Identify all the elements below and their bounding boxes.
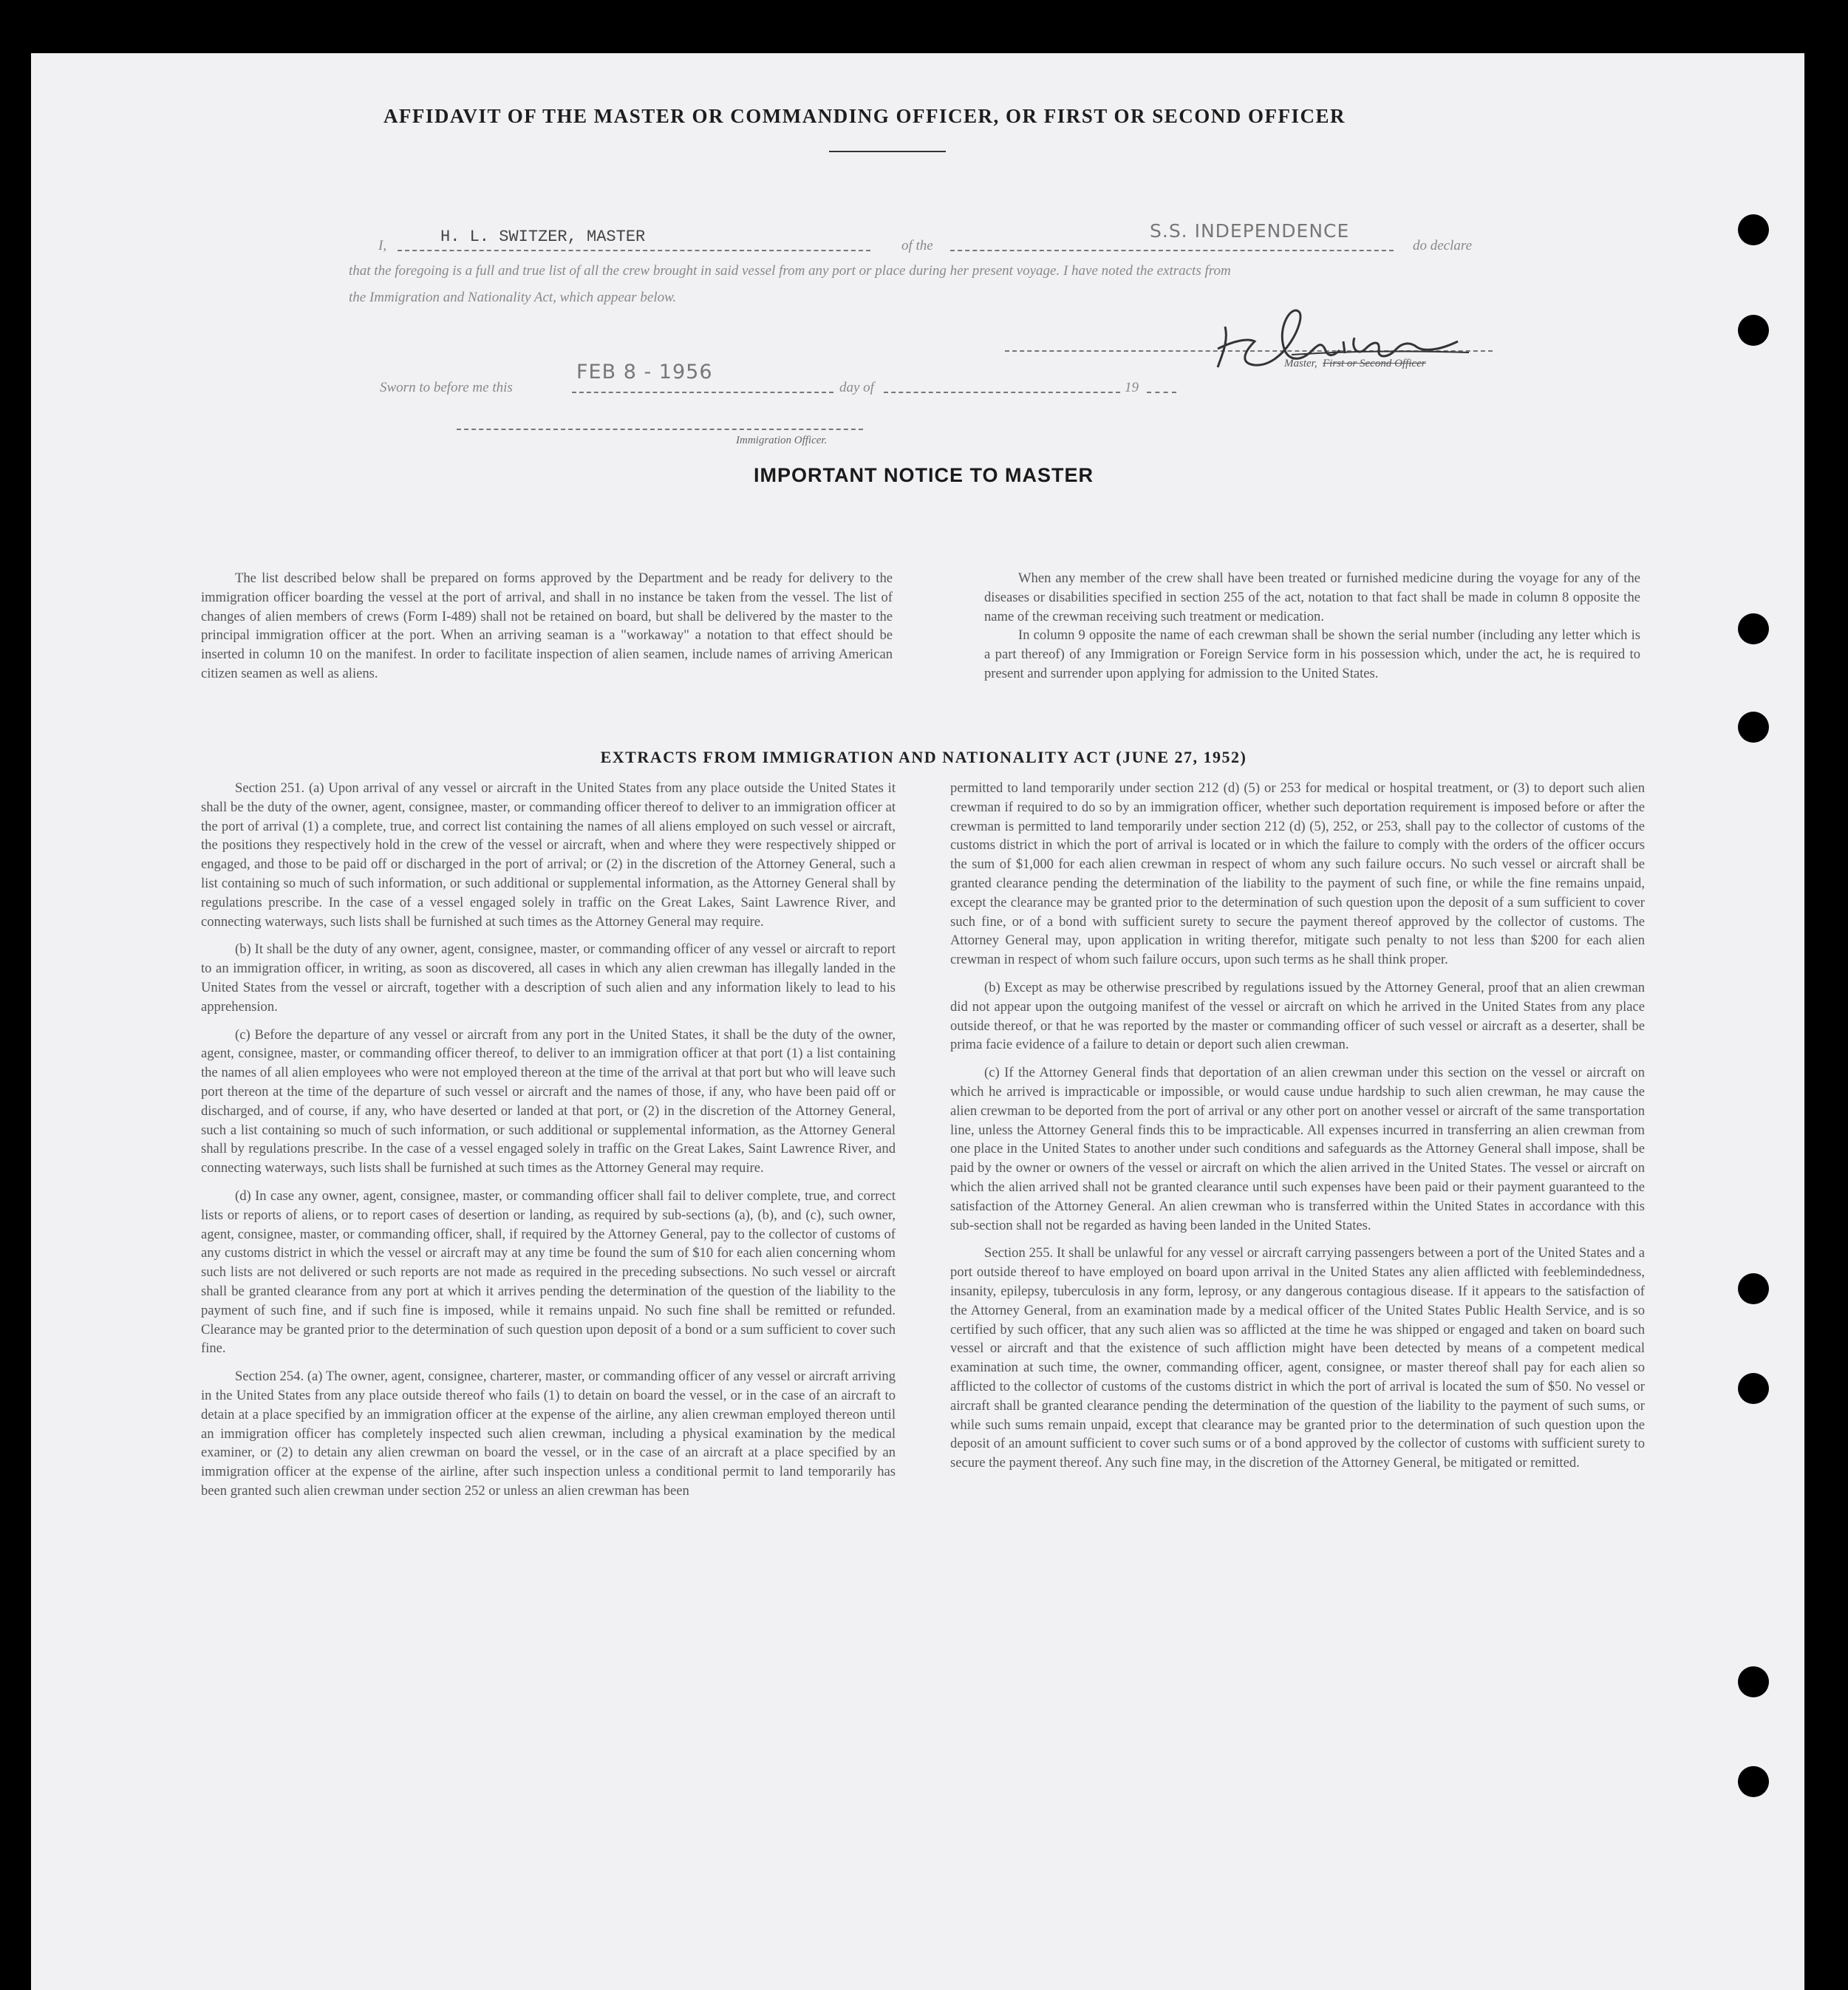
extracts-right-column (950, 779, 1645, 1473)
do-declare-label: do declare (1413, 238, 1473, 253)
title-divider (829, 151, 946, 152)
vessel-name-value: S.S. INDEPENDENCE (1150, 220, 1350, 242)
extract-paragraph: (b) It shall be the duty of any owner, agent, consignee, master, or commanding officer of any vessel or aircraft to report to an immigration officer, in writing, as soon as discovered, all cases in which any alien crewman has illegally landed in the United States from the vessel or aircraft, together with a description of such alien and any information likely to lead to his apprehension. (201, 941, 896, 1015)
master-name-value: H. L. SWITZER, MASTER (440, 228, 646, 246)
punch-hole (1738, 315, 1769, 346)
extract-paragraph: Section 254. (a) The owner, agent, consignee, charterer, master, or commanding officer of any vessel or aircraft arriving in the United States from any place outside thereof who fails (1) to detain on board the vessel, or in the case of an aircraft to detain at a place specified by an immigration officer at the expense of the airline, any alien crewman employed thereon until an immigration officer has completely inspected such alien crewman, including a physical examination by the medical examiner, or (2) to detain any alien crewman on board the vessel, or in the case of an aircraft at a place specified by an immigration officer at the expense of the airline, after such inspection unless a conditional permit to land temporarily has been granted such alien crewman under section 252 or unless an alien crewman has been (201, 1369, 896, 1499)
extract-paragraph: permitted to land temporarily under section 212 (d) (5) or 253 for medical or hospital treatment, or (3) to deport such alien crewman if required to do so by an immigration officer, whether such deportation requirement is imposed before or after the crewman is permitted to land temporarily under section 212 (d) (5), 252, or 253, shall pay to the collector of customs of the customs district in which the port of arrival is located or in which the failure to comply with the orders of the officer occurs the sum of $1,000 for each alien crewman in respect of whom any such failure occurs. No such vessel or aircraft shall be granted clearance pending the determination of the liability to the payment of such fine, or while the fine remains unpaid, except the clearance may be granted prior to the determination of such question upon the deposit of a sum sufficient to cover such fine, or of a bond with sufficient surety to secure the payment thereof approved by the collector of customs. The Attorney General may, upon application in writing therefor, mitigate such penalty to not less than $200 for each alien crewman in respect of whom such failure occurs, upon such terms as he shall think proper. (950, 780, 1645, 968)
punch-hole (1738, 712, 1769, 743)
sworn-day-line (572, 392, 833, 393)
year-label: 19 (1125, 380, 1139, 395)
extracts-left-column (201, 779, 896, 1501)
month-line (884, 392, 1120, 393)
vessel-name-line (950, 250, 1394, 251)
declaration-line-2: the Immigration and Nationality Act, which appear below. (349, 290, 677, 305)
signature-role-struck: First or Second Officer (1323, 358, 1426, 369)
sworn-date-stamp: FEB 8 - 1956 (576, 361, 713, 384)
extract-paragraph: Section 255. It shall be unlawful for any vessel or aircraft carrying passengers between a port of the United States and a port outside thereof to have employed on board upon arrival in the United States any alien afflicted with feeblemindedness, insanity, epilepsy, tuberculosis in any form, leprosy, or any dangerous contagious disease. If it appears to the satisfaction of the Attorney General, from an examination made by a medical officer of the United States Public Health Service, and is so certified by such officer, that any such alien was so afflicted at the time he was shipped or engaged and taken on board such vessel or aircraft and that the existence of such affliction might have been detected by means of a competent medical examination at such time, the owner, commanding officer, agent, consignee, or master thereof shall pay for each alien so afflicted to the collector of customs of the customs district in which the port of arrival is located the sum of $50. No vessel or aircraft shall be granted clearance pending the determination of the question of the liability to the payment of such sums, or while such sums remain unpaid, except that clearance may be granted prior to the determination of such question upon the deposit of an amount sufficient to cover such sums or of a bond approved by the collector of customs with sufficient surety to secure the payment thereof. Any such fine may, in the discretion of the Attorney General, be mitigated or remitted. (950, 1245, 1645, 1471)
affidavit-title: AFFIDAVIT OF THE MASTER OR COMMANDING OFFICER, OR FIRST OR SECOND OFFICER (383, 105, 1346, 127)
notice-left-paragraph: The list described below shall be prepared on forms approved by the Department and be ready for delivery to the immigration officer boarding the vessel at the port of arrival, and shall in no instance be taken from the vessel. The list of changes of alien members of crews (Form I-489) shall not be retained on board, but shall be delivered by the master to the principal immigration officer at the port. When an arriving seaman is a "workaway" a notation to that effect should be inserted in column 10 on the manifest. In order to facilitate inspection of alien seamen, include names of arriving American citizen seamen as well as aliens. (201, 570, 893, 681)
sworn-label: Sworn to before me this (380, 380, 513, 395)
notice-title: IMPORTANT NOTICE TO MASTER (754, 464, 1094, 486)
year-line (1147, 392, 1176, 393)
extracts-title: EXTRACTS FROM IMMIGRATION AND NATIONALITY ACT (JUNE 27, 1952) (600, 748, 1247, 766)
extract-paragraph: (c) If the Attorney General finds that deportation of an alien crewman under this section on the vessel or aircraft on which he arrived is impracticable or impossible, or would cause undue hardship to such alien crewman, he may cause the alien crewman to be deported from the port of arrival or any other port on another vessel or aircraft of the same transportation line, unless the Attorney General finds this to be impracticable. All expenses incurred in transferring an alien crewman from one place in the United States to another under such conditions and safeguards as the Attorney General shall impose, shall be paid by the owner or owners of the vessel or aircraft on which the alien arrived in the United States. The vessel or aircraft on which the alien arrived shall not be granted clearance until such expenses have been paid or their payment guaranteed to the satisfaction of the Attorney General. An alien crewman who is transferred within the United States in accordance with this sub-section shall not be regarded as having been landed in the United States. (950, 1065, 1645, 1233)
punch-hole (1738, 214, 1769, 245)
notice-left-column (201, 569, 893, 684)
declaration-line-1: that the foregoing is a full and true list of all the crew brought in said vessel from any port or place during her present voyage. I have noted the extracts from (349, 263, 1231, 279)
punch-hole (1738, 613, 1769, 644)
day-of-label: day of (839, 380, 874, 395)
signature-role-prefix: Master, (1284, 358, 1317, 369)
extract-paragraph: (c) Before the departure of any vessel or aircraft from any port in the United States, it shall be the duty of the owner, agent, consignee, master, or commanding officer thereof, to deliver to an immigration officer at that port (1) a list containing the names of all alien employees who were not employed thereon at the time of the arrival at that port but who will leave such port thereon at the time of the departure of such vessel or aircraft and the names of those, if any, who have been paid off or discharged, and of course, if any, who have deserted or landed at that port, or (2) in the discretion of the Attorney General, such a list containing so much of such information, or such additional or supplemental information, as the Attorney General shall by regulations prescribe. In the case of a vessel engaged solely in traffic on the Great Lakes, Saint Lawrence River, and connecting waterways, such lists shall be furnished at such times as the Attorney General may require. (201, 1026, 896, 1176)
notice-right-paragraph-2: In column 9 opposite the name of each crewman shall be shown the serial number (including any letter which is a part thereof) of any Immigration or Foreign Service form in his possession which, under the act, he is required to present and surrender upon applying for admission to the United States. (984, 627, 1640, 681)
of-the-label: of the (901, 238, 933, 253)
punch-hole (1738, 1766, 1769, 1797)
extract-paragraph: Section 251. (a) Upon arrival of any vessel or aircraft in the United States from any place outside the United States it shall be the duty of the owner, agent, consignee, master, or commanding officer thereof to deliver to an immigration officer at the port of arrival (1) a complete, true, and correct list containing the names of all aliens employed on such vessel or aircraft, the positions they respectively hold in the crew of the vessel or aircraft, when and where they were respectively shipped or engaged, and those to be paid off or discharged in the port of arrival; or (2) in the discretion of the Attorney General, such a list containing so much of such information, or such additional or supplemental information, as the Attorney General shall by regulations prescribe. In the case of a vessel engaged solely in traffic on the Great Lakes, Saint Lawrence River, and connecting waterways, such lists shall be furnished at such times as the Attorney General may require. (201, 780, 896, 930)
notice-right-paragraph-1: When any member of the crew shall have been treated or furnished medicine during the voyage for any of the diseases or disabilities specified in section 255 of the act, notation to that fact shall be made in column 8 opposite the name of the crewman receiving such treatment or medication. (984, 570, 1640, 624)
punch-hole (1738, 1666, 1769, 1697)
i-label: I, (378, 238, 387, 253)
extract-paragraph: (d) In case any owner, agent, consignee, master, or commanding officer shall fail to deliver complete, true, and correct lists or reports of aliens, or to report cases of desertion or landing, as required by sub-sections (a), (b), and (c), such owner, agent, consignee, master, or commanding officer, shall, if required by the Attorney General, pay to the collector of customs of any customs district in which the vessel or aircraft may at any time be found the sum of $10 for each alien concerning whom such lists are not delivered or such reports are not made as required in the preceding subsections. No such vessel or aircraft shall be granted clearance from any port at which it arrives pending the determination of the question of the liability to the payment of such fine, and if such fine is imposed, while it remains unpaid. No such fine shall be remitted or refunded. Clearance may be granted prior to the determination of such question upon deposit of a bond or a sum sufficient to cover such fine. (201, 1187, 896, 1357)
punch-hole (1738, 1273, 1769, 1304)
master-name-line (398, 250, 870, 251)
extract-paragraph: (b) Except as may be otherwise prescribed by regulations issued by the Attorney General, proof that an alien crewman did not appear upon the outgoing manifest of the vessel or aircraft on which he arrived in the United States from any place outside thereof, or that he was reported by the master or commanding officer of such vessel or aircraft as a deserter, shall be prima facie evidence of a failure to detain or deport such alien crewman. (950, 979, 1645, 1053)
officer-signature-line (457, 429, 863, 430)
notice-right-column (984, 569, 1640, 684)
officer-label: Immigration Officer. (736, 435, 828, 446)
punch-hole (1738, 1373, 1769, 1404)
